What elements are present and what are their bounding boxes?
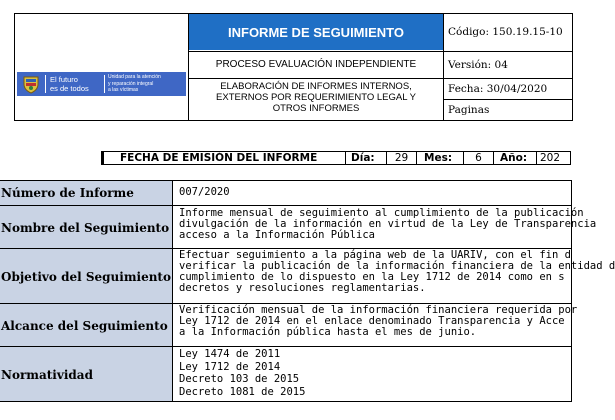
doc-version: Versión: 04 xyxy=(448,59,508,71)
alcance-line: Verificación mensual de la información financiera requerida por xyxy=(179,304,578,316)
alcance-line: Ley 1712 de 2014 en el enlace denominado Transparencia y Acce xyxy=(179,315,565,327)
nombre-line: acceso a la Información Pública xyxy=(179,229,375,241)
procedure-name xyxy=(189,81,443,114)
logo-unit-name xyxy=(108,74,186,94)
emission-year-label: Año: xyxy=(500,152,528,164)
alcance-label: Alcance del Seguimiento xyxy=(1,319,168,333)
doc-code: Código: 150.19.15-10 xyxy=(448,26,563,38)
normatividad-line: Decreto 1081 de 2015 xyxy=(179,385,306,398)
procedure-line2: EXTERNOS POR REQUERIMIENTO LEGAL Y xyxy=(216,92,416,103)
emission-month-label: Mes: xyxy=(424,152,453,164)
doc-pages: Paginas xyxy=(448,104,490,116)
normatividad-line: Ley 1474 de 2011 xyxy=(179,348,281,360)
objetivo-value xyxy=(175,249,615,294)
logo-unit-line2: y reparación integral xyxy=(108,80,154,87)
process-name: PROCESO EVALUACIÓN INDEPENDIENTE xyxy=(215,59,417,70)
numero-label: Número de Informe xyxy=(1,186,134,200)
emission-label: FECHA DE EMISIÓN DEL INFORME xyxy=(120,152,318,164)
alcance-value xyxy=(175,304,578,338)
objetivo-label: Objetivo del Seguimiento xyxy=(1,270,171,284)
report-title-banner xyxy=(189,14,443,50)
report-title: INFORME DE SEGUIMIENTO xyxy=(228,24,404,40)
logo-tagline-line1: El futuro xyxy=(50,75,78,84)
nombre-line: Informe mensual de seguimiento al cumplimiento de la publicación xyxy=(179,207,584,219)
logo-divider-2 xyxy=(104,75,105,93)
alcance-line: a la Información pública hasta el mes de junio. xyxy=(179,326,477,338)
normatividad-label: Normatividad xyxy=(1,368,93,382)
logo-divider xyxy=(45,75,46,93)
entity-logo xyxy=(17,72,186,96)
logo-unit-line1: Unidad para la atención xyxy=(108,74,161,80)
coat-of-arms-icon xyxy=(21,74,41,94)
normatividad-line: Decreto 103 de 2015 xyxy=(179,373,300,385)
numero-value: 007/2020 xyxy=(179,186,230,198)
normatividad-value xyxy=(175,348,560,398)
logo-unit-line3: a las víctimas xyxy=(108,87,139,93)
header-logo-cell xyxy=(14,13,189,121)
procedure-line3: OTROS INFORMES xyxy=(272,103,360,114)
logo-tagline-line2: es de todos xyxy=(50,84,89,93)
nombre-line: divulgación de la información en virtud de la Ley de Transparencia xyxy=(179,218,597,230)
emission-day-label: Día: xyxy=(351,152,375,164)
nombre-value xyxy=(175,207,597,241)
emission-year-value: 202 xyxy=(540,152,561,164)
logo-tagline xyxy=(50,75,100,93)
emission-month-value: 6 xyxy=(475,152,482,164)
objetivo-line: decretos y resoluciones reglamentarias. xyxy=(179,282,426,294)
procedure-line1: ELABORACIÓN DE INFORMES INTERNOS, xyxy=(220,81,412,92)
objetivo-line: verificar la publicación de la información financiera de la entidad d xyxy=(179,260,615,272)
emission-divider-1 xyxy=(345,151,346,165)
nombre-label: Nombre del Seguimiento xyxy=(1,221,170,235)
normatividad-line: Ley 1712 de 2014 xyxy=(179,360,281,373)
emission-day-value: 29 xyxy=(394,152,409,164)
objetivo-line: cumplimiento de lo dispuesto en la Ley 1712 de 2014 como en s xyxy=(179,271,565,283)
objetivo-line: Efectuar seguimiento a la página web de la UARIV, con el fin d xyxy=(179,249,571,261)
doc-date: Fecha: 30/04/2020 xyxy=(448,83,548,95)
